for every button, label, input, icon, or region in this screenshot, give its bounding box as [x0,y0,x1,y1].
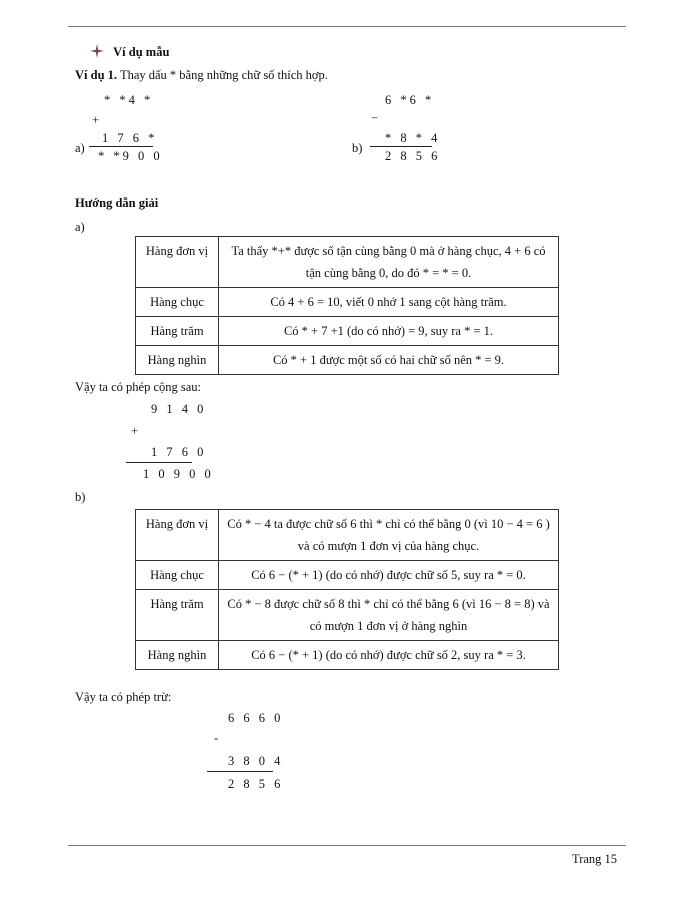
conclusion-a: Vậy ta có phép cộng sau: [75,380,202,394]
row-text: Có * + 7 +1 (do có nhớ) = 9, suy ra * = 1. [219,317,559,346]
row-text: Có * + 1 được một số có hai chữ số nên * = 9. [219,346,559,375]
problem-b-result: 2 8 5 6 [385,149,441,163]
table-b [135,509,559,670]
page-number: Trang 15 [572,852,618,866]
calc-b-result: 2 8 5 6 [228,777,284,791]
row-label: Hàng trăm [136,317,219,346]
row-label: Hàng chục [136,561,219,590]
part-b-label: b) [75,490,86,504]
problem-a-operator: + [92,113,100,127]
row-label: Hàng trăm [136,590,219,641]
table-row [136,288,559,317]
top-divider [68,26,626,27]
problem-a-row2: 1 7 6 * [102,131,158,145]
table-row [136,237,559,288]
calc-b-row2: 3 8 0 4 [228,754,284,768]
section-header [90,44,169,60]
row-label: Hàng đơn vị [136,237,219,288]
problem-b-rule [370,146,432,147]
table-row [136,346,559,375]
row-text: Ta thấy *+* được số tận cùng bằng 0 mà ở hàng chục, 4 + 6 có tận cùng bằng 0, do đó * = * = 0. [219,237,559,288]
calc-a-row1: 9 1 4 0 [151,402,207,416]
row-text: Có * − 4 ta được chữ số 6 thì * chỉ có thể bằng 0 (vì 10 − 4 = 6 ) và có mượn 1 đơn vị của hàng chục. [219,510,559,561]
problem-a-label: a) [75,141,85,155]
problem-a-row1: * *4 * [104,93,154,107]
table-row [136,317,559,346]
calc-a-operator: + [131,424,139,438]
problem-b-label: b) [352,141,363,155]
problem-b-operator: − [371,111,379,125]
problem-a-rule [89,146,153,147]
calc-a-result: 1 0 9 0 0 [143,467,214,481]
table-row [136,510,559,561]
example-label: Ví dụ 1. [75,68,118,82]
problem-b-row1: 6 *6 * [385,93,435,107]
table-row [136,641,559,670]
part-a-label: a) [75,220,85,234]
section-title: Ví dụ mẫu [113,45,170,59]
solution-title: Hướng dẫn giải [75,196,159,210]
bottom-divider [68,845,626,846]
conclusion-b: Vậy ta có phép trừ: [75,690,172,704]
problem-b-row2: * 8 * 4 [385,131,441,145]
row-label: Hàng chục [136,288,219,317]
row-text: Có * − 8 được chữ số 8 thì * chỉ có thể bằng 6 (vì 16 − 8 = 8) và có mượn 1 đơn vị ở hàng nghìn [219,590,559,641]
table-row [136,590,559,641]
row-label: Hàng nghìn [136,346,219,375]
table-row [136,561,559,590]
problem-a-result: * *9 0 0 [98,149,163,163]
calc-b-operator: - [214,731,219,745]
row-text: Có 6 − (* + 1) (do có nhớ) được chữ số 5, suy ra * = 0. [219,561,559,590]
calc-b-rule [207,771,273,772]
row-text: Có 6 − (* + 1) (do có nhớ) được chữ số 2, suy ra * = 3. [219,641,559,670]
row-label: Hàng đơn vị [136,510,219,561]
example-line [75,68,328,83]
calc-a-row2: 1 7 6 0 [151,445,207,459]
calc-a-rule [126,462,192,463]
example-text: Thay dấu * bằng những chữ số thích hợp. [119,68,328,82]
row-label: Hàng nghìn [136,641,219,670]
calc-b-row1: 6 6 6 0 [228,711,284,725]
row-text: Có 4 + 6 = 10, viết 0 nhớ 1 sang cột hàng trăm. [219,288,559,317]
table-a [135,236,559,375]
sparkle-icon [90,44,104,58]
